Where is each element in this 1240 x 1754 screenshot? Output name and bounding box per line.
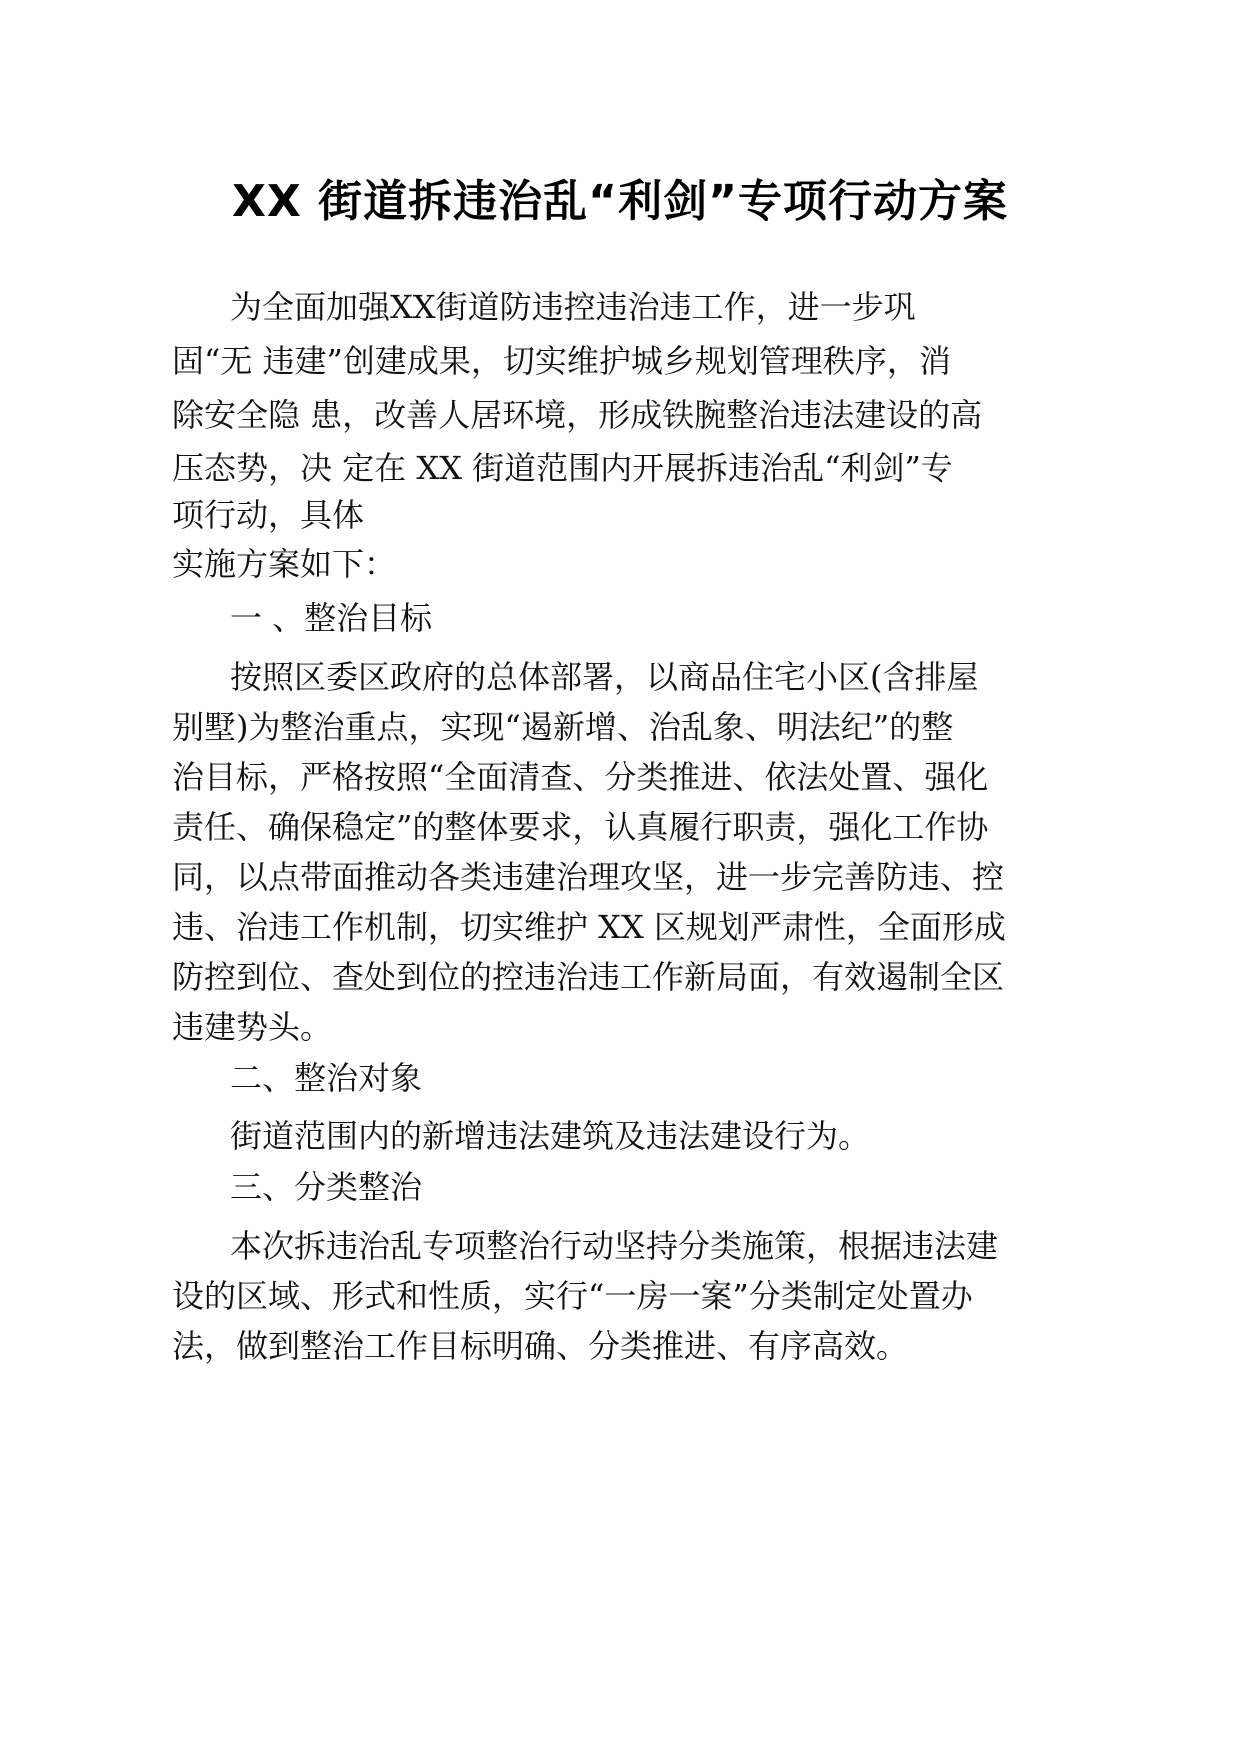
para-classify-line-2: 设的区域、形式和性质，实行“一房一案”分类制定处置办	[172, 1277, 973, 1315]
section-heading-3: 三、分类整治	[230, 1168, 423, 1206]
para-intro-line-6: 实施方案如下：	[172, 545, 397, 583]
para-goal-line-7: 防控到位、查处到位的控违治违工作新局面，有效遏制全区	[172, 958, 1005, 996]
section-heading-2: 二、整治对象	[230, 1059, 423, 1097]
para-classify-line-1: 本次拆违治乱专项整治行动坚持分类施策，根据违法建	[230, 1227, 999, 1265]
para-target-line-1: 街道范围内的新增违法建筑及违法建设行为。	[230, 1117, 871, 1155]
para-goal-line-4: 责任、确保稳定”的整体要求，认真履行职责，强化工作协	[172, 808, 989, 846]
para-goal-line-1: 按照区委区政府的总体部署，以商品住宅小区(含排屋	[230, 658, 979, 696]
para-goal-line-8: 违建势头。	[172, 1008, 333, 1046]
document-title: XX 街道拆违治乱“利剑”专项行动方案	[231, 176, 1008, 227]
section-heading-1: 一 、整治目标	[230, 599, 433, 637]
para-goal-line-2: 别墅)为整治重点，实现“遏新增、治乱象、明法纪”的整	[172, 708, 954, 746]
para-goal-line-6: 违、治违工作机制，切实维护 XX 区规划严肃性，全面形成	[172, 908, 1006, 946]
para-goal-line-5: 同，以点带面推动各类违建治理攻坚，进一步完善防违、控	[172, 858, 1005, 896]
para-intro-line-1: 为全面加强XX街道防违控违治违工作，进一步巩	[230, 288, 916, 326]
para-intro-line-4: 压态势，决 定在 XX 街道范围内开展拆违治乱“利剑”专	[172, 449, 953, 487]
para-intro-line-3: 除安全隐 患，改善人居环境，形成铁腕整治违法建设的高	[172, 396, 983, 434]
para-intro-line-5: 项行动，具体	[172, 496, 365, 534]
para-goal-line-3: 治目标，严格按照“全面清查、分类推进、依法处置、强化	[172, 758, 989, 796]
para-intro-line-2: 固“无 违建”创建成果，切实维护城乡规划管理秩序，消	[172, 342, 951, 380]
para-classify-line-3: 法，做到整治工作目标明确、分类推进、有序高效。	[172, 1327, 909, 1365]
